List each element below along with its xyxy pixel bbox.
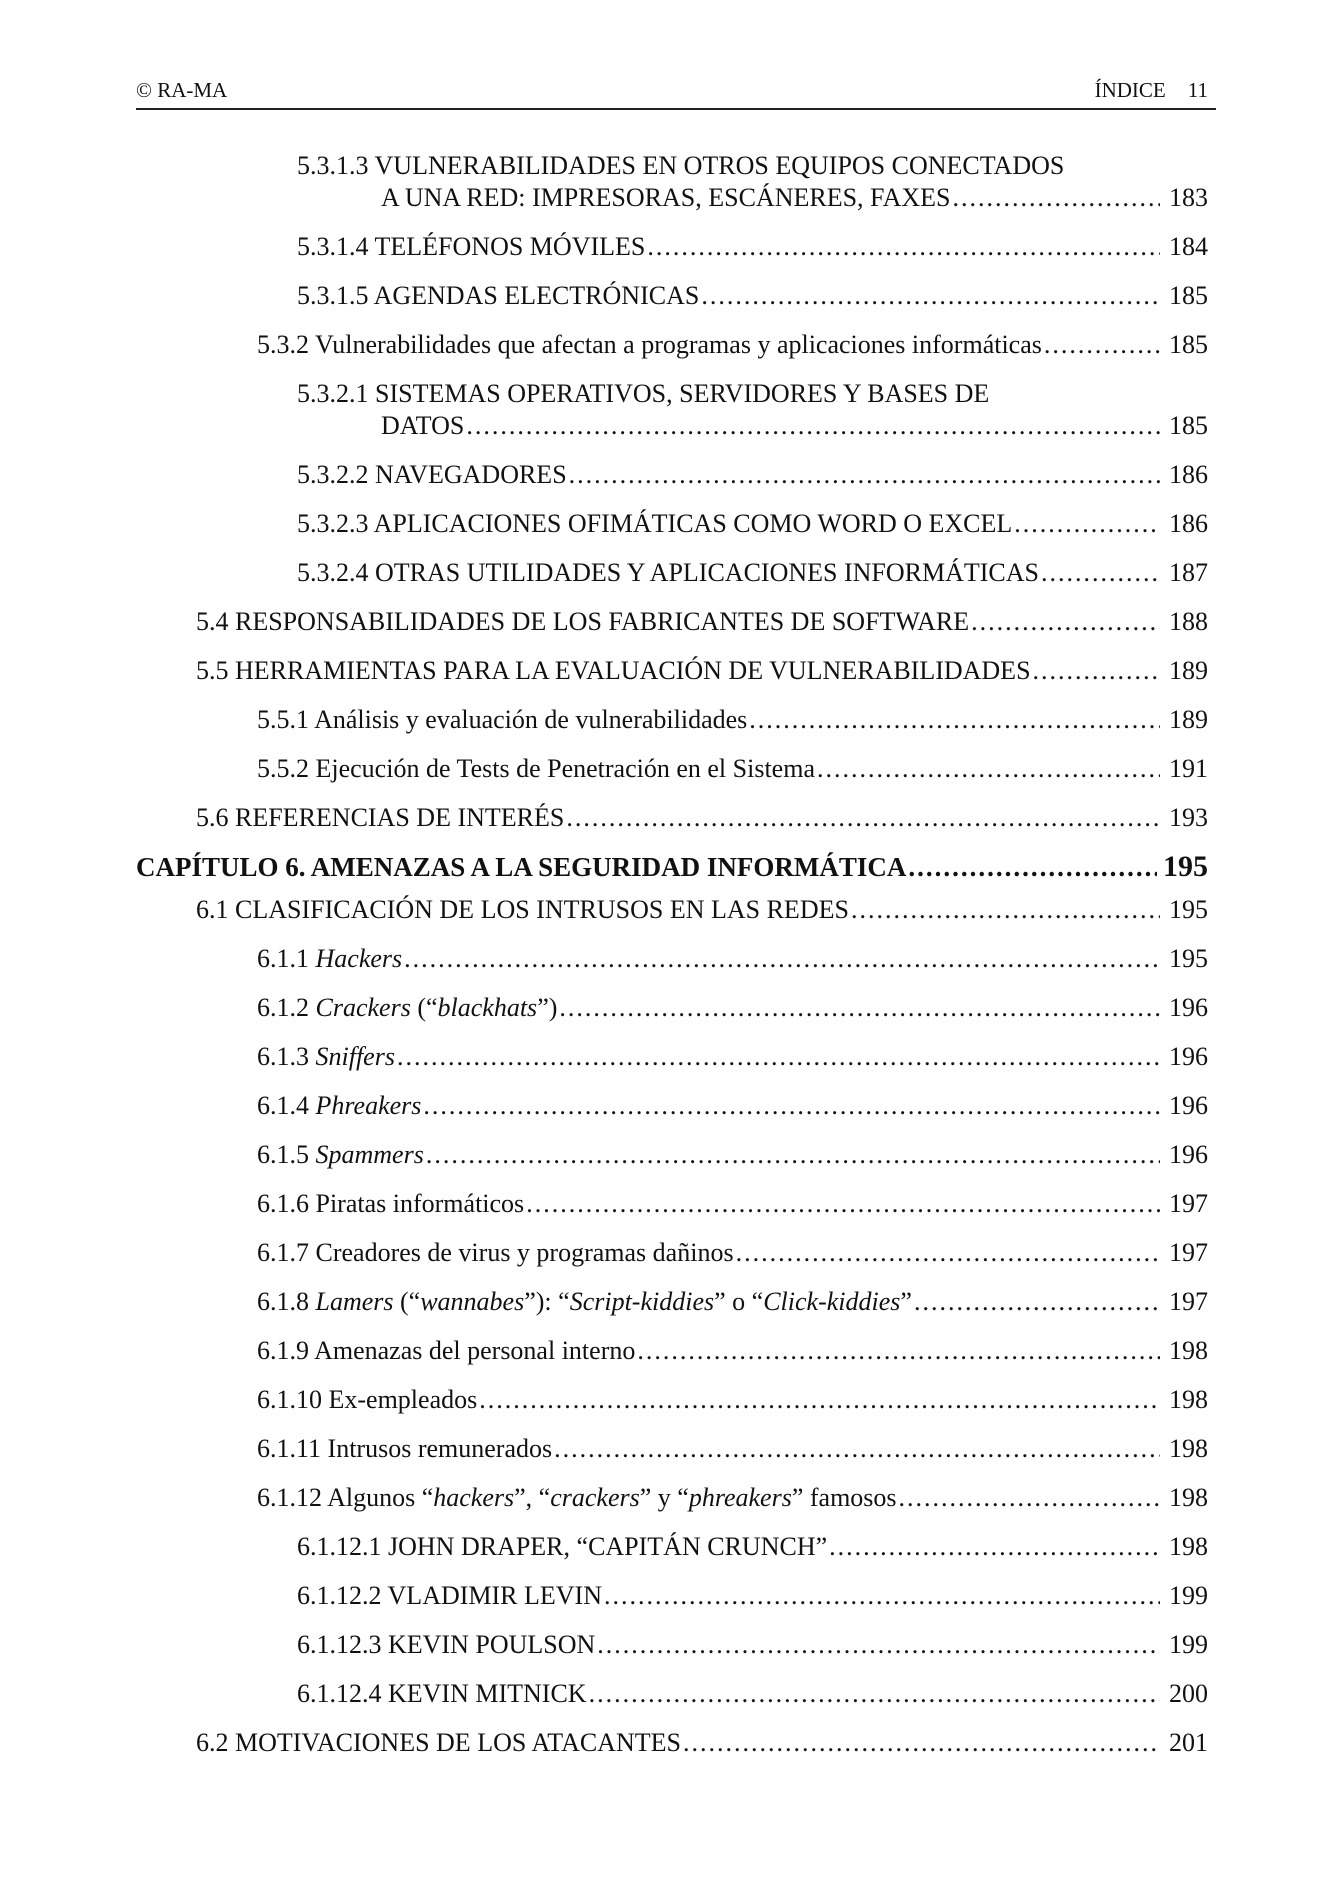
toc-entry-text: (“ [410, 993, 438, 1022]
toc-entry-text: RESPONSABILIDADES DE LOS FABRICANTES DE SOFTWARE [235, 607, 970, 636]
toc-entry-number: 5.3.2 [257, 330, 309, 359]
toc-entry-title [196, 1727, 681, 1759]
toc-entry-5-5[interactable] [136, 655, 1216, 687]
toc-entry-page: 195 [1169, 895, 1208, 924]
toc-entry-number: 5.5.1 [257, 705, 309, 734]
toc-entry-page: 196 [1169, 993, 1208, 1022]
toc-entry-title: SISTEMAS OPERATIVOS, SERVIDORES Y BASES DE [375, 379, 990, 408]
toc-entry-number: 5.5.2 [257, 754, 309, 783]
toc-entry-title [297, 280, 699, 312]
toc-entry-text: Phreakers [315, 1091, 422, 1120]
toc-entry-page: 198 [1169, 1434, 1208, 1463]
toc-entry-title [257, 704, 747, 736]
toc-entry-5-3-2-1[interactable] [136, 378, 1216, 442]
toc-entry-page: 195 [1169, 944, 1208, 973]
toc-entry-title [257, 1433, 552, 1465]
toc-entry-page: 198 [1169, 1532, 1208, 1561]
toc-entry-number: 6.1.12.4 [297, 1679, 382, 1708]
dot-leader [466, 410, 1160, 442]
toc-entry-title [257, 1237, 734, 1269]
toc-entry-text: Ejecución de Tests de Penetración en el Sistema [315, 754, 815, 783]
toc-entry-5-3-1-4[interactable] [136, 231, 1216, 263]
toc-entry-text: JOHN DRAPER, “CAPITÁN CRUNCH” [388, 1532, 828, 1561]
toc-entry-title-line1 [297, 150, 1216, 182]
toc-entry-page: 196 [1169, 1042, 1208, 1071]
toc-entry-text-italic: phreakers [688, 1483, 792, 1512]
toc-entry-page: 197 [1169, 1287, 1208, 1316]
dot-leader [479, 1384, 1160, 1416]
toc-entry-5-3-1-3[interactable] [136, 150, 1216, 214]
toc-entry-page: 184 [1169, 232, 1208, 261]
toc-entry-5-3-1-5[interactable] [136, 280, 1216, 312]
toc-entry-title [257, 1384, 477, 1416]
toc-entry-text: Vulnerabilidades que afectan a programas y aplicaciones informáticas [315, 330, 1042, 359]
toc-entry-6-1-7[interactable] [136, 1237, 1216, 1269]
toc-entry-page: 193 [1169, 803, 1208, 832]
toc-entry-text: VLADIMIR LEVIN [387, 1581, 602, 1610]
publisher-label: © RA-MA [136, 78, 228, 102]
toc-entry-title [297, 1678, 587, 1710]
dot-leader [908, 851, 1157, 883]
dot-leader [397, 1041, 1160, 1073]
toc-entry-number: 6.1.5 [257, 1140, 309, 1169]
toc-entry-title [196, 655, 1031, 687]
toc-entry-text: Análisis y evaluación de vulnerabilidades [314, 705, 748, 734]
toc-entry-text-italic: wannabes [420, 1287, 525, 1316]
dot-leader [829, 1531, 1160, 1563]
toc-entry-number: 6.1.11 [257, 1434, 322, 1463]
toc-entry-number: 5.4 [196, 607, 229, 636]
page-number: 11 [1187, 78, 1208, 102]
toc-entry-title [257, 943, 402, 975]
toc-entry-number: 6.1.4 [257, 1091, 309, 1120]
toc-entry-text: Ex-empleados [328, 1385, 478, 1414]
toc-entry-page: 198 [1169, 1483, 1208, 1512]
toc-entry-title [257, 1482, 897, 1514]
toc-entry-title [257, 1188, 524, 1220]
toc-entry-text: ”, “ [514, 1483, 551, 1512]
toc-entry-number: 6.1.3 [257, 1042, 309, 1071]
toc-entry-text: ”): “ [524, 1287, 570, 1316]
dot-leader [749, 704, 1160, 736]
toc-entry-text-italic: crackers [550, 1483, 640, 1512]
toc-entry-text: Spammers [315, 1140, 424, 1169]
dot-leader [604, 1580, 1160, 1612]
dot-leader [426, 1139, 1160, 1171]
toc-entry-title [196, 894, 849, 926]
toc-entry-text: KEVIN POULSON [388, 1630, 596, 1659]
dot-leader [952, 182, 1160, 214]
toc-entry-text: Piratas informáticos [315, 1189, 525, 1218]
toc-entry-text: NAVEGADORES [375, 460, 567, 489]
toc-entry-number: 6.1.1 [257, 944, 309, 973]
toc-entry-6-1-11[interactable] [136, 1433, 1216, 1465]
toc-entry-page: 189 [1169, 705, 1208, 734]
toc-chapter-page: 195 [1163, 850, 1208, 883]
toc-entry-5-6[interactable] [136, 802, 1216, 834]
toc-entry-6-1-12[interactable] [136, 1482, 1216, 1514]
toc-entry-title [257, 753, 815, 785]
toc-entry-text-italic: Crackers [315, 993, 411, 1022]
toc-entry-text: OTRAS UTILIDADES Y APLICACIONES INFORMÁTICAS [375, 558, 1039, 587]
toc-entry-page: 185 [1169, 281, 1208, 310]
toc-entry-page: 196 [1169, 1140, 1208, 1169]
toc-entry-page: 188 [1169, 607, 1208, 636]
toc-entry-text: APLICACIONES OFIMÁTICAS COMO WORD O EXCEL [373, 509, 1013, 538]
toc-entry-title [297, 508, 1012, 540]
toc-entry-page: 196 [1169, 1091, 1208, 1120]
toc-entry-number: 5.3.2.4 [297, 558, 369, 587]
toc-entry-number: 5.3.1.3 [297, 151, 369, 180]
toc-chapter-6[interactable] [136, 851, 1216, 883]
toc-entry-5-3-2-4[interactable] [136, 557, 1216, 589]
toc-entry-text: ” [900, 1287, 912, 1316]
toc-entry-page: 186 [1169, 509, 1208, 538]
dot-leader [526, 1188, 1160, 1220]
dot-leader [423, 1090, 1160, 1122]
toc-entry-page: 197 [1169, 1238, 1208, 1267]
toc-entry-text: Algunos “ [327, 1483, 434, 1512]
toc-entry-text: ” o “ [714, 1287, 764, 1316]
toc-entry-title [257, 1041, 395, 1073]
toc-entry-number: 5.3.2.2 [297, 460, 369, 489]
dot-leader [1014, 508, 1160, 540]
toc-entry-text: MOTIVACIONES DE LOS ATACANTES [235, 1728, 681, 1757]
dot-leader [637, 1335, 1160, 1367]
toc-entry-title [196, 802, 564, 834]
toc-entry-title [257, 1335, 635, 1367]
toc-entry-page: 199 [1169, 1630, 1208, 1659]
dot-leader [1044, 329, 1160, 361]
toc-entry-number: 6.1.12 [257, 1483, 322, 1512]
dot-leader [736, 1237, 1160, 1269]
toc-entry-5-3-2[interactable] [136, 329, 1216, 361]
toc-entry-6-1-2[interactable] [136, 992, 1216, 1024]
toc-entry-5-4[interactable] [136, 606, 1216, 638]
toc-entry-text: ”) [537, 993, 558, 1022]
toc-entry-text: ” famosos [791, 1483, 897, 1512]
toc-entry-title [257, 1286, 912, 1318]
dot-leader [817, 753, 1160, 785]
toc-entry-text: Creadores de virus y programas dañinos [315, 1238, 734, 1267]
toc-entry-6-1[interactable] [136, 894, 1216, 926]
toc-entry-5-3-2-3[interactable] [136, 508, 1216, 540]
dot-leader [589, 1678, 1160, 1710]
toc-entry-title [257, 992, 557, 1024]
toc-entry-page: 189 [1169, 656, 1208, 685]
dot-leader [404, 943, 1160, 975]
toc-entry-text: ” y “ [639, 1483, 689, 1512]
toc-entry-text-italic: Click-kiddies [763, 1287, 901, 1316]
toc-entry-page: 187 [1169, 558, 1208, 587]
toc-entry-5-5-1[interactable] [136, 704, 1216, 736]
toc-entry-page: 201 [1169, 1728, 1208, 1757]
toc-entry-6-1-4[interactable] [136, 1090, 1216, 1122]
toc-entry-6-1-12-1[interactable] [136, 1531, 1216, 1563]
toc-entry-title-line2: DATOS [381, 411, 465, 440]
dot-leader [559, 992, 1160, 1024]
toc-entry-number: 6.1.8 [257, 1287, 309, 1316]
dot-leader [566, 802, 1160, 834]
toc-entry-6-1-12-3[interactable] [136, 1629, 1216, 1661]
toc-entry-text: AGENDAS ELECTRÓNICAS [373, 281, 700, 310]
toc-chapter-title: CAPÍTULO 6. AMENAZAS A LA SEGURIDAD INFORMÁTICA [136, 852, 907, 882]
toc-entry-page: 185 [1169, 330, 1208, 359]
section-header [1095, 78, 1208, 103]
toc-entry-6-1-9[interactable] [136, 1335, 1216, 1367]
dot-leader [597, 1629, 1160, 1661]
toc-entry-text: REFERENCIAS DE INTERÉS [235, 803, 565, 832]
toc-entry-number: 5.3.1.4 [297, 232, 369, 261]
toc-entry-6-1-12-4[interactable] [136, 1678, 1216, 1710]
dot-leader [971, 606, 1160, 638]
toc-entry-text: (“ [393, 1287, 421, 1316]
toc-entry-number: 6.2 [196, 1728, 229, 1757]
toc-entry-title [196, 606, 969, 638]
toc-entry-6-2[interactable] [136, 1727, 1216, 1759]
section-title: ÍNDICE [1094, 78, 1166, 102]
toc-entry-text-italic: Lamers [315, 1287, 394, 1316]
toc-entry-text: Intrusos remunerados [327, 1434, 553, 1463]
toc-entry-page: 191 [1169, 754, 1208, 783]
toc-entry-6-1-10[interactable] [136, 1384, 1216, 1416]
dot-leader [647, 231, 1160, 263]
toc-entry-text-italic: blackhats [437, 993, 538, 1022]
toc-entry-number: 6.1.10 [257, 1385, 322, 1414]
toc-entry-page: 200 [1169, 1679, 1208, 1708]
toc-entry-number: 6.1.12.3 [297, 1630, 382, 1659]
toc-entry-title [297, 1629, 595, 1661]
toc-entry-5-5-2[interactable] [136, 753, 1216, 785]
toc-entry-text: HERRAMIENTAS PARA LA EVALUACIÓN DE VULNERABILIDADES [235, 656, 1031, 685]
toc-entry-number: 6.1.7 [257, 1238, 309, 1267]
toc-entry-number: 6.1.12.2 [297, 1581, 382, 1610]
toc-entry-title [257, 1139, 424, 1171]
table-of-contents [136, 150, 1216, 1759]
toc-entry-number: 6.1.9 [257, 1336, 309, 1365]
toc-entry-text: CLASIFICACIÓN DE LOS INTRUSOS EN LAS REDES [235, 895, 849, 924]
toc-entry-6-1-12-2[interactable] [136, 1580, 1216, 1612]
dot-leader [683, 1727, 1160, 1759]
dot-leader [554, 1433, 1160, 1465]
toc-entry-number: 6.1.2 [257, 993, 309, 1022]
toc-entry-6-1-1[interactable] [136, 943, 1216, 975]
dot-leader [914, 1286, 1160, 1318]
toc-entry-number: 5.5 [196, 656, 229, 685]
toc-entry-title [297, 557, 1039, 589]
toc-entry-6-1-6[interactable] [136, 1188, 1216, 1220]
toc-entry-number: 5.3.1.5 [297, 281, 369, 310]
toc-entry-number: 6.1.12.1 [297, 1532, 382, 1561]
toc-entry-title [257, 1090, 421, 1122]
toc-entry-number: 5.6 [196, 803, 229, 832]
toc-entry-6-1-3[interactable] [136, 1041, 1216, 1073]
toc-entry-page: 198 [1169, 1385, 1208, 1414]
toc-entry-text: Hackers [315, 944, 403, 973]
toc-entry-page: 185 [1169, 411, 1208, 440]
toc-entry-page: 198 [1169, 1336, 1208, 1365]
dot-leader [851, 894, 1160, 926]
toc-entry-title-line1 [297, 378, 1216, 410]
toc-entry-number: 6.1 [196, 895, 229, 924]
toc-entry-page: 183 [1169, 183, 1208, 212]
toc-entry-title [297, 1580, 602, 1612]
toc-entry-title-line2: A UNA RED: IMPRESORAS, ESCÁNERES, FAXES [381, 183, 951, 212]
toc-entry-title [297, 231, 645, 263]
dot-leader [1041, 557, 1160, 589]
toc-entry-text: KEVIN MITNICK [388, 1679, 587, 1708]
toc-entry-text: TELÉFONOS MÓVILES [374, 232, 646, 261]
toc-entry-5-3-2-2[interactable] [136, 459, 1216, 491]
toc-entry-title [257, 329, 1042, 361]
dot-leader [1033, 655, 1160, 687]
toc-entry-page: 199 [1169, 1581, 1208, 1610]
toc-entry-title [297, 459, 567, 491]
toc-entry-title [297, 1531, 827, 1563]
toc-entry-text: Amenazas del personal interno [314, 1336, 636, 1365]
dot-leader [569, 459, 1160, 491]
toc-entry-number: 5.3.2.1 [297, 379, 369, 408]
toc-entry-number: 5.3.2.3 [297, 509, 369, 538]
toc-entry-6-1-5[interactable] [136, 1139, 1216, 1171]
dot-leader [701, 280, 1160, 312]
running-header [136, 74, 1216, 110]
toc-entry-text-italic: hackers [433, 1483, 515, 1512]
toc-entry-number: 6.1.6 [257, 1189, 309, 1218]
toc-entry-page: 186 [1169, 460, 1208, 489]
toc-entry-page: 197 [1169, 1189, 1208, 1218]
dot-leader [899, 1482, 1160, 1514]
toc-entry-text: Sniffers [315, 1042, 395, 1071]
toc-entry-6-1-8[interactable] [136, 1286, 1216, 1318]
toc-entry-text-italic: Script-kiddies [569, 1287, 715, 1316]
toc-entry-title: VULNERABILIDADES EN OTROS EQUIPOS CONECTADOS [374, 151, 1065, 180]
